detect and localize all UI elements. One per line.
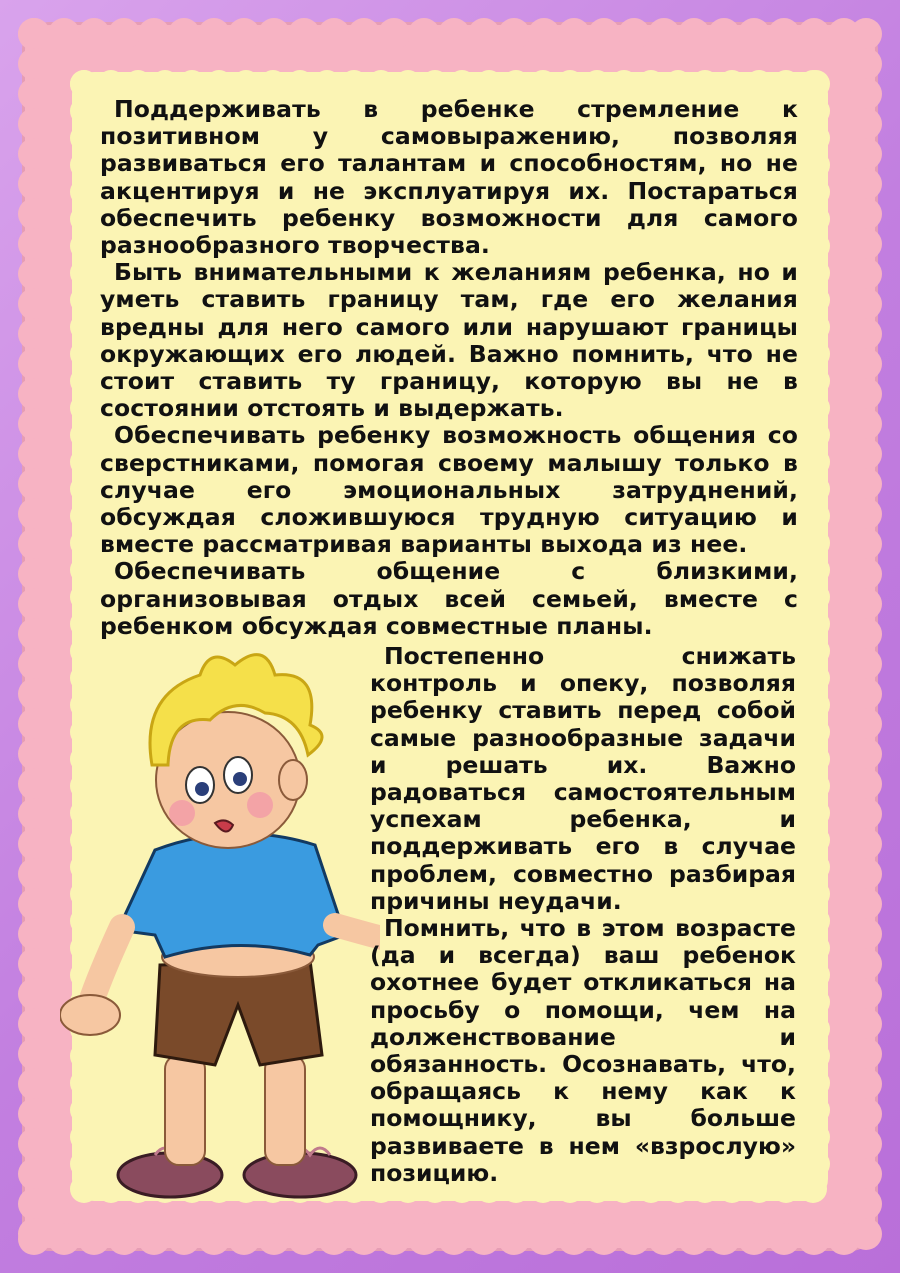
boy-illustration (60, 635, 380, 1215)
paragraph-help: Помнить, что в этом возрасте (да и всегда) ваш ребенок охотнее будет откликаться на просьбу о помощи, чем на долженствование и обязанность. Осознавать, что, обращаясь к нему как к помощнику, вы больше развиваете в нем «взрослую» позицию. (370, 914, 796, 1187)
paragraph-creativity: Поддерживать в ребенке стремление к позитивном у самовыражению, позволяя развиваться его талантам и способностям, но не акцентируя и не эксплуатируя их. Постараться обеспечить ребенку возможности для самого разнообразного творчества. (100, 95, 798, 260)
main-text-block (100, 96, 798, 640)
paragraph-boundaries: Быть внимательными к желаниям ребенка, но и уметь ставить границу там, где его желания вредны для него самого или нарушают границы окружающих его людей. Важно помнить, что не стоит ставить ту границу, которую вы не в состоянии отстоять и выдержать. (100, 258, 798, 423)
paragraph-control: Постепенно снижать контроль и опеку, позволяя ребенку ставить перед собой самые разнообразные задачи и решать их. Важно радоваться самостоятельным успехам ребенка, и поддерживать его в случае проблем, совместно разбирая причины неудачи. (370, 642, 796, 915)
paragraph-peers: Обеспечивать ребенку возможность общения со сверстниками, помогая своему малышу только в случае его эмоциональных затруднений, обсуждая сложившуюся трудную ситуацию и вместе рассматривая варианты выхода из нее. (100, 421, 798, 559)
side-text-block (370, 643, 796, 1187)
paragraph-family: Обеспечивать общение с близкими, организовывая отдых всей семьей, вместе с ребенком обсуждая совместные планы. (100, 557, 798, 640)
